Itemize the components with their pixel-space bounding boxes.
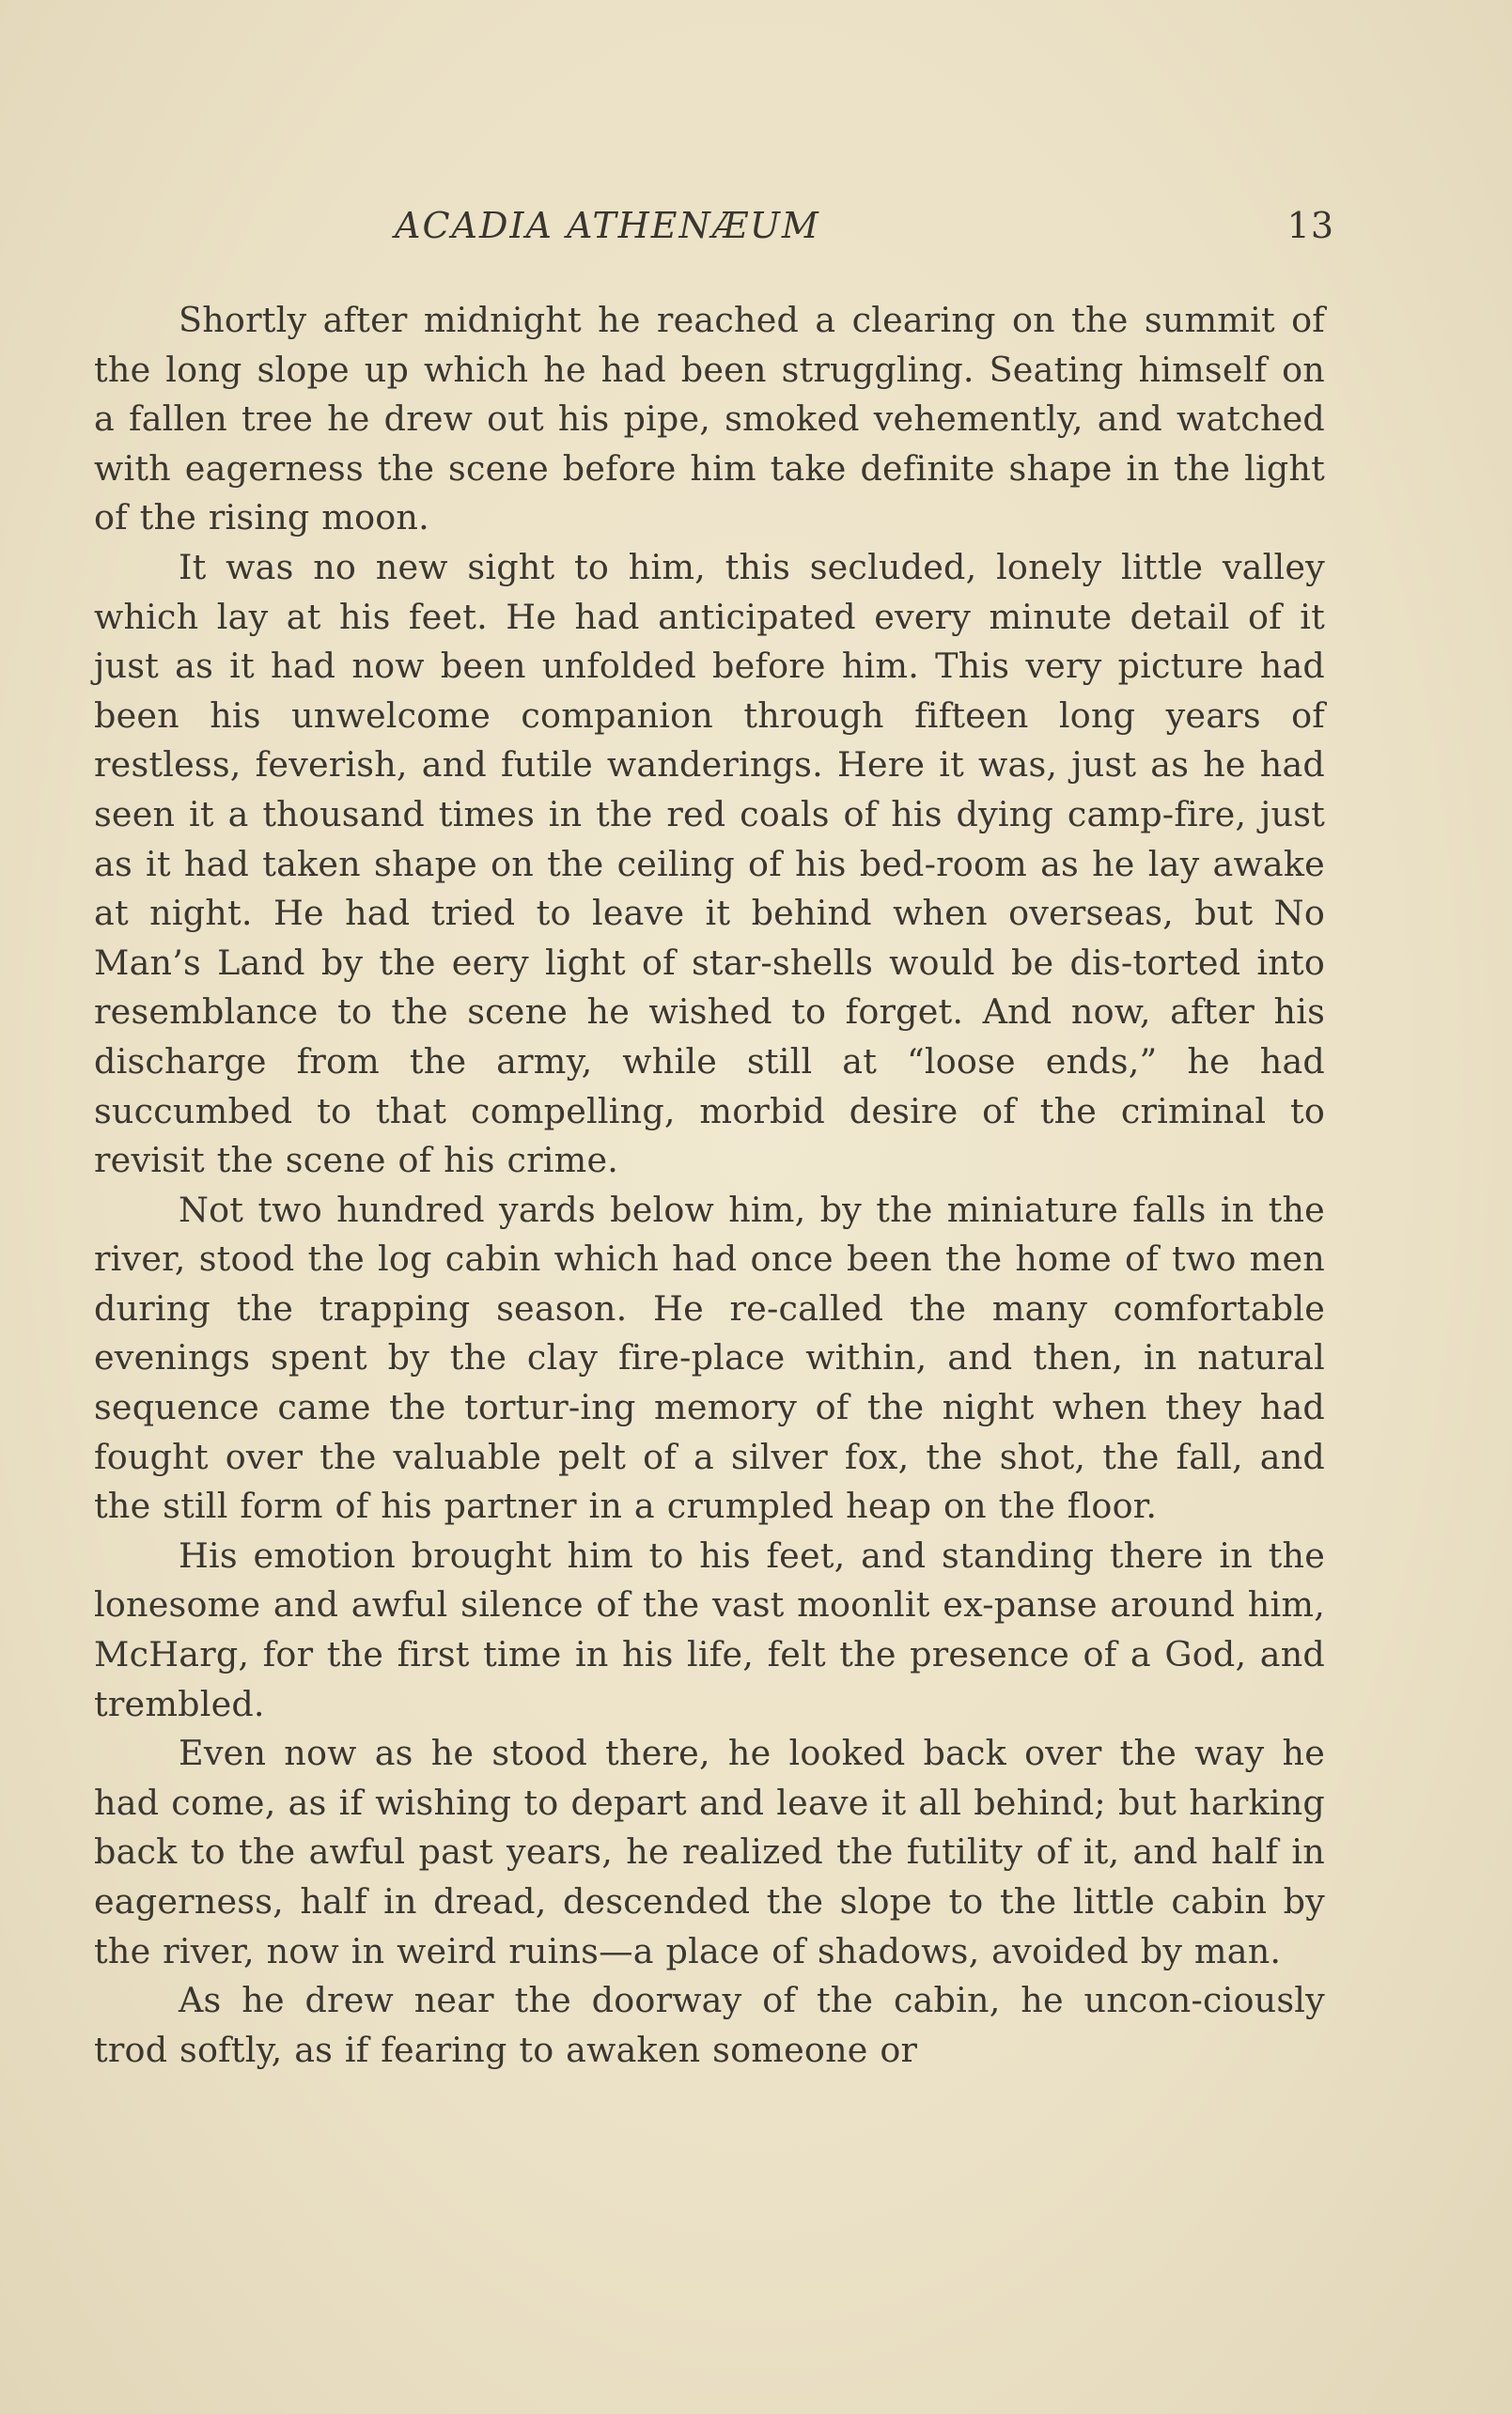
paragraph-1: Shortly after midnight he reached a clearing on the summit of the long slope up which he had been struggling. Seating himself on a fallen tree he drew out his pipe, smoked vehemently, and watched with eagerness the scene before him take definite shape in the light of the rising moon.	[94, 300, 1325, 538]
paragraph-4: His emotion brought him to his feet, and standing there in the lonesome and awful silence of the vast moonlit ex-panse around him, McHarg, for the first time in his life, felt the presence of a God, and trembled.	[94, 1534, 1325, 1724]
paragraph-2: It was no new sight to him, this secluded, lonely little valley which lay at his feet. He had anticipated every minute detail of it just as it had now been unfolded before him. This very picture had been his unwelcome companion through fifteen long years of restless, feverish, and futile wanderings. Here it was, just as he had seen it a thousand times in the red coals of his dying camp-fire, just as it had taken shape on the ceiling of his bed-room as he lay awake at night. He had tried to leave it behind when overseas, but No Man’s Land by the eery light of star-shells would be dis-torted into resemblance to the scene he wished to forget. And now, after his discharge from the army, while still at “loose ends,” he had succumbed to that compelling, morbid desire of the criminal to revisit the scene of his crime.	[94, 546, 1325, 1181]
paragraph-3: Not two hundred yards below him, by the miniature falls in the river, stood the log cabin which had once been the home of two men during the trapping season. He re-called the many comfortable evenings spent by the clay fire-place within, and then, in natural sequence came the tortur-ing memory of the night when they had fought over the valuable pelt of a silver fox, the shot, the fall, and the still form of his partner in a crumpled heap on the floor.	[94, 1189, 1325, 1527]
body-text	[94, 296, 1325, 2075]
page-number: 13	[1286, 205, 1334, 246]
running-title: ACADIA ATHENÆUM	[395, 205, 820, 246]
paragraph-6: As he drew near the doorway of the cabin, he uncon-ciously trod softly, as if fearing to awaken someone or	[94, 1980, 1325, 2070]
paragraph-5: Even now as he stood there, he looked back over the way he had come, as if wishing to depart and leave it all behind; but harking back to the awful past years, he realized the futility of it, and half in eagerness, half in dread, descended the slope to the little cabin by the river, now in weird ruins—a place of shadows, avoided by man.	[94, 1733, 1325, 1971]
page-header	[94, 205, 1334, 261]
